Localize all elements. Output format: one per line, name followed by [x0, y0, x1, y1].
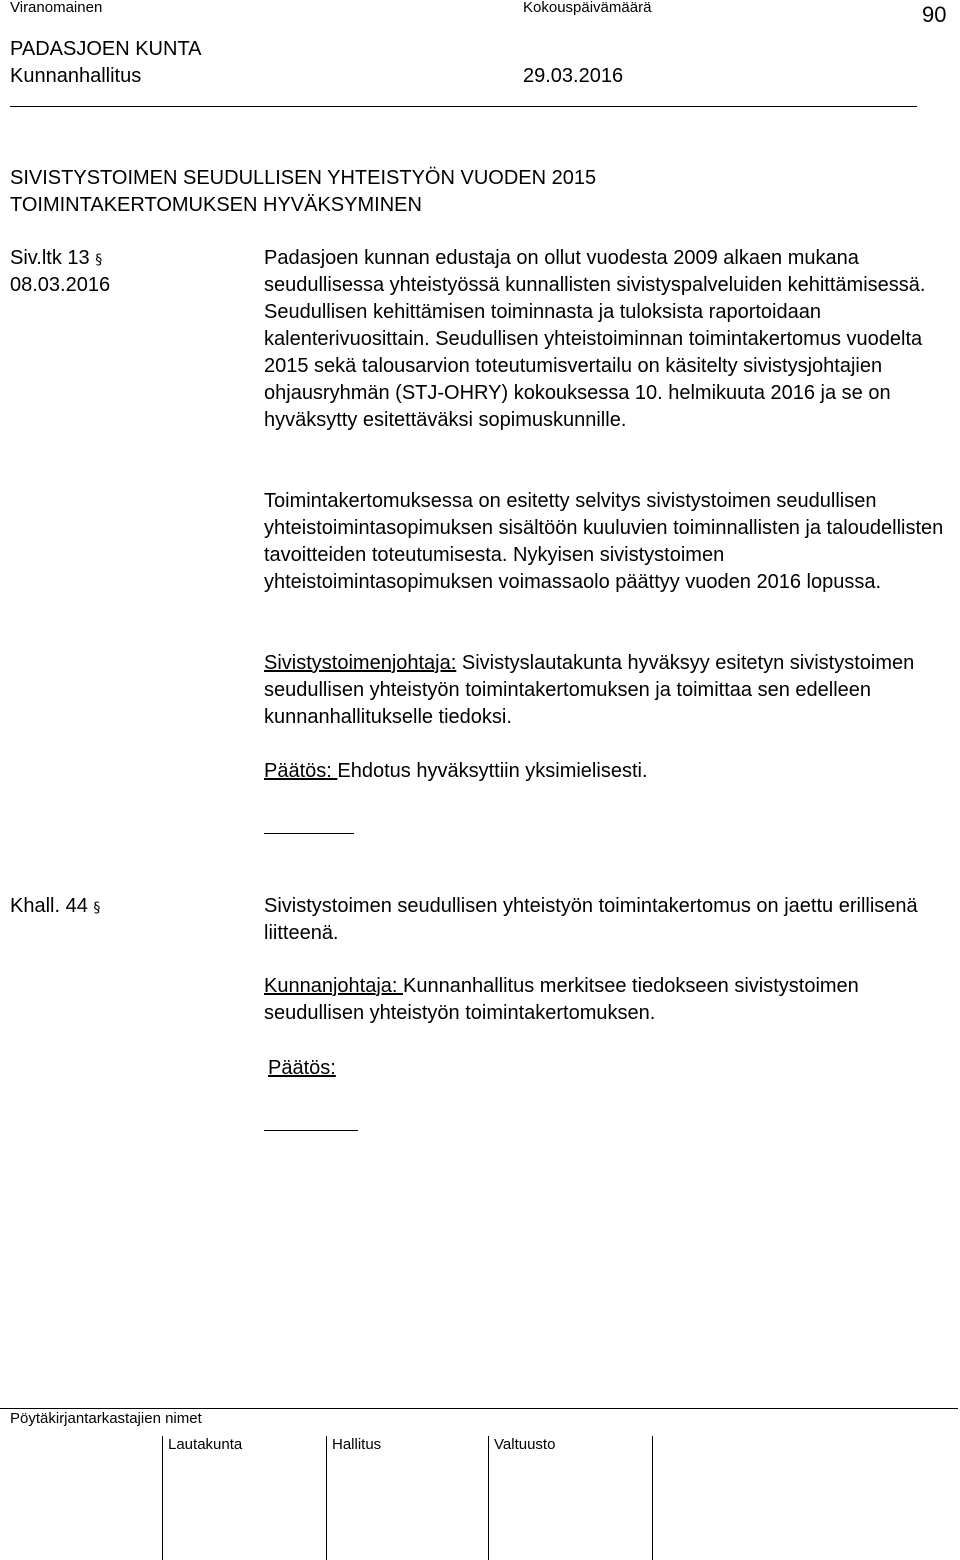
proposal-text: Sivistyslautakunta hyväksyy esitetyn sivistystoimen seudullisen yhteistyön toimintakertomuksen ja toimittaa sen edelleen kunnanhallitukselle tiedoksi.: [264, 652, 915, 728]
proposal-text: Kunnanhallitus merkitsee tiedokseen sivistystoimen seudullisen yhteistyön toimintakertomuksen.: [264, 975, 859, 1024]
item2-decision: [268, 1055, 336, 1082]
section-sign: §: [93, 900, 101, 916]
body-name: Kunnanhallitus: [10, 65, 142, 87]
item1-para1-text: Padasjoen kunnan edustaja on ollut vuodesta 2009 alkaen mukana seudullisessa yhteistyössä kunnallisten sivistyspalveluiden kehittämisessä. Seudullisen kehittämisen toiminnasta ja tuloksista raportoidaan kalenterivuosittain. Seudullisen yhteistoiminnan toimintakertomus vuodelta 2015 sekä talousarvion toteutumisvertailu on käsitelty sivistysjohtajien ohjausryhmän (STJ-OHRY) kokouksessa 10. helmikuuta 2016 ja se on hyväksytty esitettäväksi sopimuskunnille.: [264, 247, 926, 431]
footer-col-divider-1: [162, 1436, 163, 1560]
title-line-1: SIVISTYSTOIMEN SEUDULLISEN YHTEISTYÖN VUODEN 2015: [10, 167, 597, 189]
item1-ref-text: Siv.ltk 13: [10, 247, 90, 269]
authority-label: Viranomainen: [10, 0, 103, 16]
item2-para1-text: Sivistystoimen seudullisen yhteistyön toimintakertomus on jaettu erillisenä liitteenä.: [264, 895, 918, 944]
footer-col-divider-4: [652, 1436, 653, 1560]
item1-para2-text: Toimintakertomuksessa on esitetty selvitys sivistystoimen seudullisen yhteistoimintasopimuksen sisältöön kuuluvien toiminnallisten ja taloudellisten tavoitteiden toteutumisesta. Nykyisen sivistystoimen yhteistoimintasopimuksen voimassaolo päättyy vuoden 2016 lopussa.: [264, 490, 944, 593]
minutes-checkers-label: Pöytäkirjantarkastajien nimet: [10, 1410, 202, 1427]
item1-paragraph-1: [264, 245, 944, 434]
page-number: 90: [922, 2, 947, 27]
footer-col-board: Hallitus: [332, 1436, 382, 1453]
item2-proposal: [264, 973, 944, 1027]
item1-date: 08.03.2016: [10, 274, 111, 296]
proposer-label: Sivistystoimenjohtaja:: [264, 652, 457, 674]
meeting-date: 29.03.2016: [523, 65, 624, 87]
item2-paragraph-1: [264, 893, 944, 947]
decision-text: Ehdotus hyväksyttiin yksimielisesti.: [337, 760, 648, 782]
footer-col-divider-2: [326, 1436, 327, 1560]
meeting-date-label: Kokouspäivämäärä: [523, 0, 652, 16]
section-sign: §: [95, 252, 103, 268]
header-divider: [10, 106, 917, 107]
item2-ref-text: Khall. 44: [10, 895, 88, 917]
item1-end-rule: [264, 833, 354, 834]
decision-label: Päätös:: [268, 1057, 336, 1079]
item1-decision: [264, 758, 944, 785]
proposer-label: Kunnanjohtaja:: [264, 975, 404, 997]
title-line-2: TOIMINTAKERTOMUKSEN HYVÄKSYMINEN: [10, 194, 422, 216]
footer-col-council-committee: Lautakunta: [168, 1436, 243, 1453]
item1-paragraph-2: [264, 488, 944, 596]
item2-end-rule: [264, 1130, 358, 1131]
organization-name: PADASJOEN KUNTA: [10, 38, 202, 60]
item1-proposal: [264, 650, 944, 731]
footer-col-council: Valtuusto: [494, 1436, 556, 1453]
item2-ref: [10, 893, 100, 922]
item1-ref: [10, 245, 102, 274]
footer-divider: [0, 1408, 958, 1409]
footer-col-divider-3: [488, 1436, 489, 1560]
decision-label: Päätös:: [264, 760, 338, 782]
